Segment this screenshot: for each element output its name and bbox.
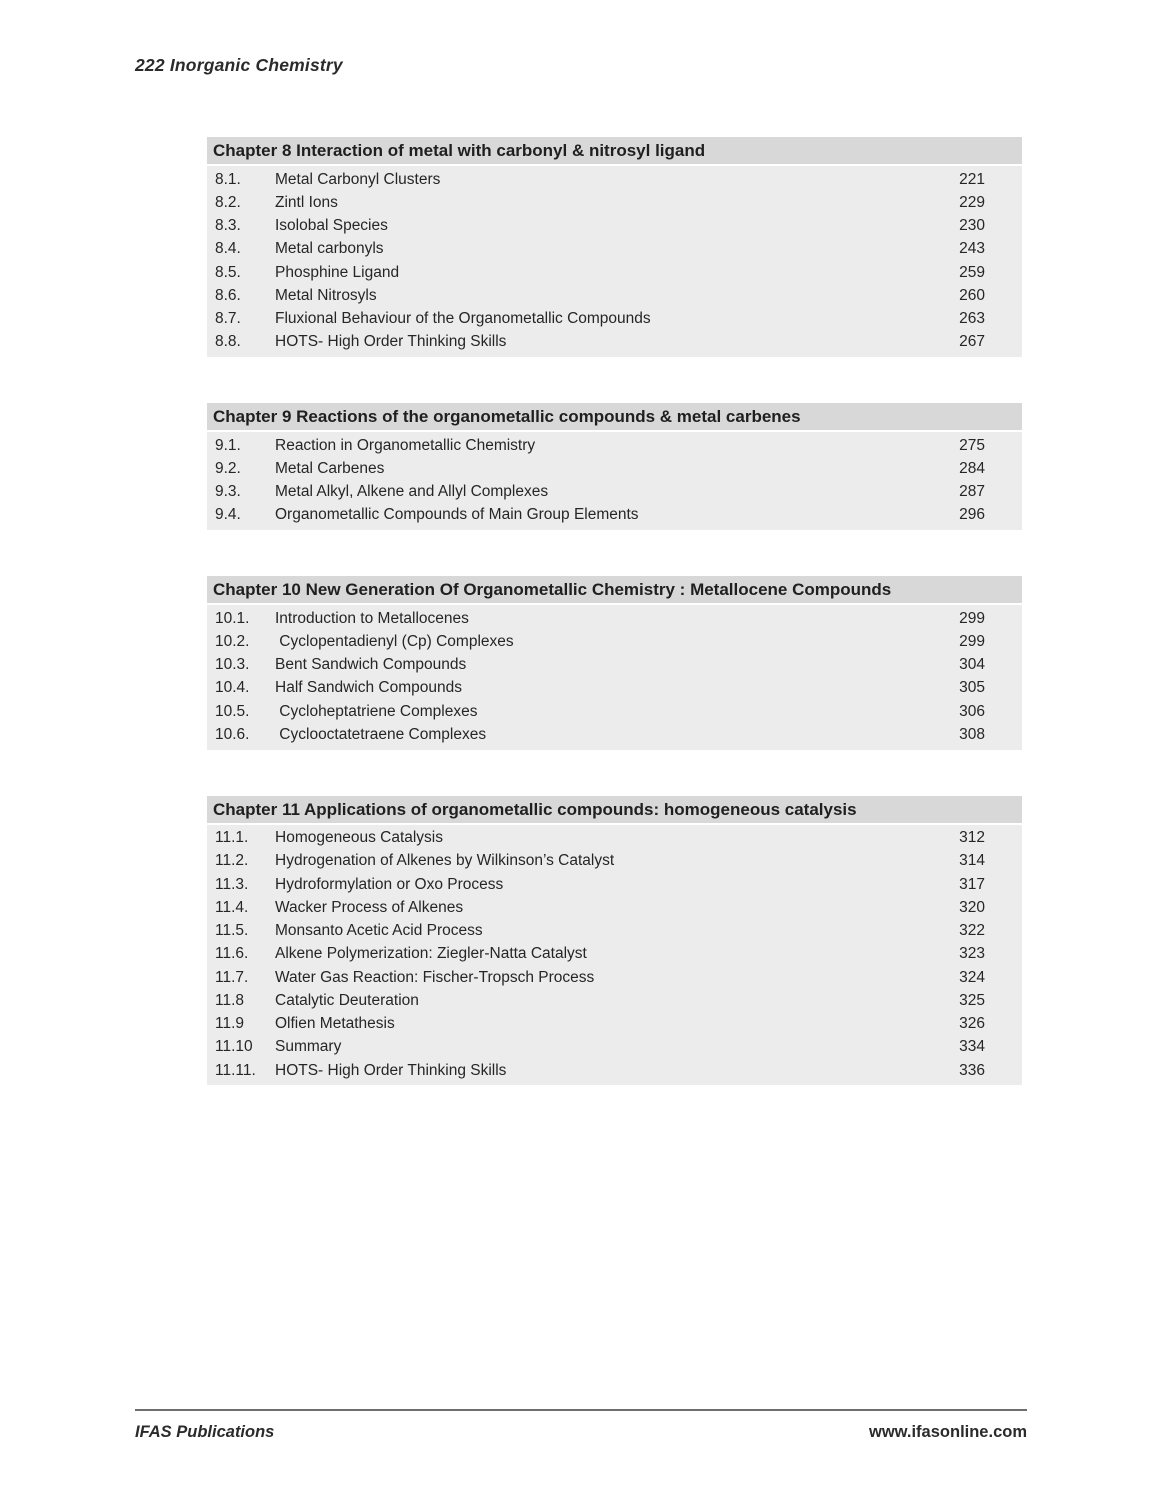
section-number: 8.4. (215, 240, 241, 258)
section-number: 11.11. (215, 1061, 256, 1079)
page-number: 308 (959, 725, 985, 743)
toc-row (207, 261, 1022, 284)
toc-row (207, 943, 1022, 966)
toc-row (207, 1013, 1022, 1036)
page-number: 299 (959, 632, 985, 650)
page-number: 322 (959, 922, 985, 940)
section-title: Cyclopentadienyl (Cp) Complexes (275, 632, 514, 650)
toc-row (207, 700, 1022, 723)
section-title: Wacker Process of Alkenes (275, 898, 464, 916)
footer (135, 1423, 1027, 1442)
chapter-block (207, 403, 1022, 530)
section-number: 8.3. (215, 217, 241, 235)
toc-row (207, 850, 1022, 873)
toc-row (207, 873, 1022, 896)
chapter-rows (207, 166, 1022, 357)
toc-row (207, 481, 1022, 504)
publisher-name: IFAS Publications (135, 1423, 275, 1441)
section-title: Summary (275, 1038, 342, 1056)
section-number: 11.2. (215, 852, 249, 870)
section-number: 8.8. (215, 333, 241, 351)
toc-row (207, 966, 1022, 989)
toc-row (207, 434, 1022, 457)
toc-row (207, 630, 1022, 653)
section-title: Hydrogenation of Alkenes by Wilkinson’s Catalyst (275, 852, 615, 870)
section-title: Cycloheptatriene Complexes (275, 702, 478, 720)
section-number: 8.5. (215, 263, 241, 281)
page-number: 320 (959, 898, 985, 916)
section-title: Metal carbonyls (275, 240, 384, 258)
page-number: 229 (959, 193, 985, 211)
section-title: Catalytic Deuteration (275, 991, 419, 1009)
running-header: 222 Inorganic Chemistry (135, 55, 343, 75)
toc-row (207, 896, 1022, 919)
section-number: 11.3. (215, 875, 249, 893)
toc-row (207, 920, 1022, 943)
section-number: 8.2. (215, 193, 241, 211)
section-title: Reaction in Organometallic Chemistry (275, 436, 536, 454)
section-number: 11.1. (215, 829, 249, 847)
toc-row (207, 723, 1022, 746)
chapter-title: Chapter 8 Interaction of metal with carbonyl & nitrosyl ligand (207, 137, 1022, 166)
section-number: 9.4. (215, 506, 241, 524)
section-title: Zintl Ions (275, 193, 338, 211)
section-number: 9.2. (215, 459, 241, 477)
page-number: 325 (959, 991, 985, 1009)
section-title: Olfien Metathesis (275, 1015, 395, 1033)
chapter-title: Chapter 9 Reactions of the organometallic compounds & metal carbenes (207, 403, 1022, 432)
toc-row (207, 989, 1022, 1012)
toc-row (207, 607, 1022, 630)
page-number: 317 (959, 875, 985, 893)
toc-row (207, 827, 1022, 850)
section-title: Half Sandwich Compounds (275, 679, 462, 697)
section-number: 11.4. (215, 898, 249, 916)
section-number: 9.1. (215, 436, 241, 454)
chapter-title: Chapter 11 Applications of organometallic compounds: homogeneous catalysis (207, 796, 1022, 825)
page-number: 284 (959, 459, 985, 477)
page-number: 287 (959, 483, 985, 501)
section-number: 10.2. (215, 632, 250, 650)
section-title: Metal Carbonyl Clusters (275, 170, 441, 188)
page-number: 275 (959, 436, 985, 454)
section-title: Introduction to Metallocenes (275, 609, 469, 627)
toc-row (207, 215, 1022, 238)
page-number: 334 (959, 1038, 985, 1056)
page-number: 259 (959, 263, 985, 281)
page-number: 323 (959, 945, 985, 963)
toc-row (207, 457, 1022, 480)
section-title: Hydroformylation or Oxo Process (275, 875, 504, 893)
page-number: 312 (959, 829, 985, 847)
page-number: 296 (959, 506, 985, 524)
section-title: Monsanto Acetic Acid Process (275, 922, 483, 940)
toc-row (207, 308, 1022, 331)
section-number: 10.3. (215, 656, 250, 674)
toc-row (207, 677, 1022, 700)
page-number: 260 (959, 286, 985, 304)
section-title: Isolobal Species (275, 217, 388, 235)
toc-row (207, 331, 1022, 354)
section-number: 10.1. (215, 609, 250, 627)
toc-row (207, 284, 1022, 307)
chapter-rows (207, 432, 1022, 530)
toc-row (207, 238, 1022, 261)
footer-divider (135, 1409, 1027, 1411)
section-title: HOTS- High Order Thinking Skills (275, 333, 507, 351)
section-title: Fluxional Behaviour of the Organometallic Compounds (275, 310, 651, 328)
table-of-contents (207, 137, 1022, 1131)
section-title: Organometallic Compounds of Main Group Elements (275, 506, 639, 524)
section-title: Cyclooctatetraene Complexes (275, 725, 487, 743)
section-number: 8.7. (215, 310, 241, 328)
page-number: 336 (959, 1061, 985, 1079)
section-title: Bent Sandwich Compounds (275, 656, 467, 674)
chapter-rows (207, 825, 1022, 1086)
section-number: 11.7. (215, 968, 249, 986)
section-title: Metal Carbenes (275, 459, 385, 477)
toc-row (207, 1059, 1022, 1082)
page-number: 299 (959, 609, 985, 627)
section-number: 11.5. (215, 922, 249, 940)
section-number: 10.6. (215, 725, 250, 743)
section-number: 10.5. (215, 702, 250, 720)
section-number: 8.1. (215, 170, 241, 188)
page-number: 324 (959, 968, 985, 986)
page-number: 314 (959, 852, 985, 870)
toc-row (207, 168, 1022, 191)
section-title: Homogeneous Catalysis (275, 829, 444, 847)
section-title: Alkene Polymerization: Ziegler-Natta Catalyst (275, 945, 587, 963)
toc-row (207, 654, 1022, 677)
page-number: 221 (959, 170, 985, 188)
section-number: 11.10 (215, 1038, 253, 1056)
page-number: 305 (959, 679, 985, 697)
website-url: www.ifasonline.com (869, 1423, 1027, 1441)
chapter-rows (207, 605, 1022, 750)
page-number: 326 (959, 1015, 985, 1033)
section-title: Metal Nitrosyls (275, 286, 377, 304)
chapter-title: Chapter 10 New Generation Of Organometallic Chemistry : Metallocene Compounds (207, 576, 1022, 605)
page-number: 306 (959, 702, 985, 720)
section-number: 10.4. (215, 679, 250, 697)
section-title: Metal Alkyl, Alkene and Allyl Complexes (275, 483, 549, 501)
section-number: 11.9 (215, 1015, 245, 1033)
section-title: HOTS- High Order Thinking Skills (275, 1061, 507, 1079)
page-number: 263 (959, 310, 985, 328)
page-number: 267 (959, 333, 985, 351)
toc-row (207, 504, 1022, 527)
section-title: Phosphine Ligand (275, 263, 400, 281)
chapter-block (207, 137, 1022, 357)
toc-row (207, 191, 1022, 214)
section-title: Water Gas Reaction: Fischer-Tropsch Process (275, 968, 595, 986)
chapter-block (207, 576, 1022, 750)
section-number: 9.3. (215, 483, 241, 501)
toc-row (207, 1036, 1022, 1059)
section-number: 8.6. (215, 286, 241, 304)
section-number: 11.6. (215, 945, 249, 963)
page-number: 304 (959, 656, 985, 674)
chapter-block (207, 796, 1022, 1086)
section-number: 11.8 (215, 991, 245, 1009)
page-number: 230 (959, 217, 985, 235)
page-number: 243 (959, 240, 985, 258)
